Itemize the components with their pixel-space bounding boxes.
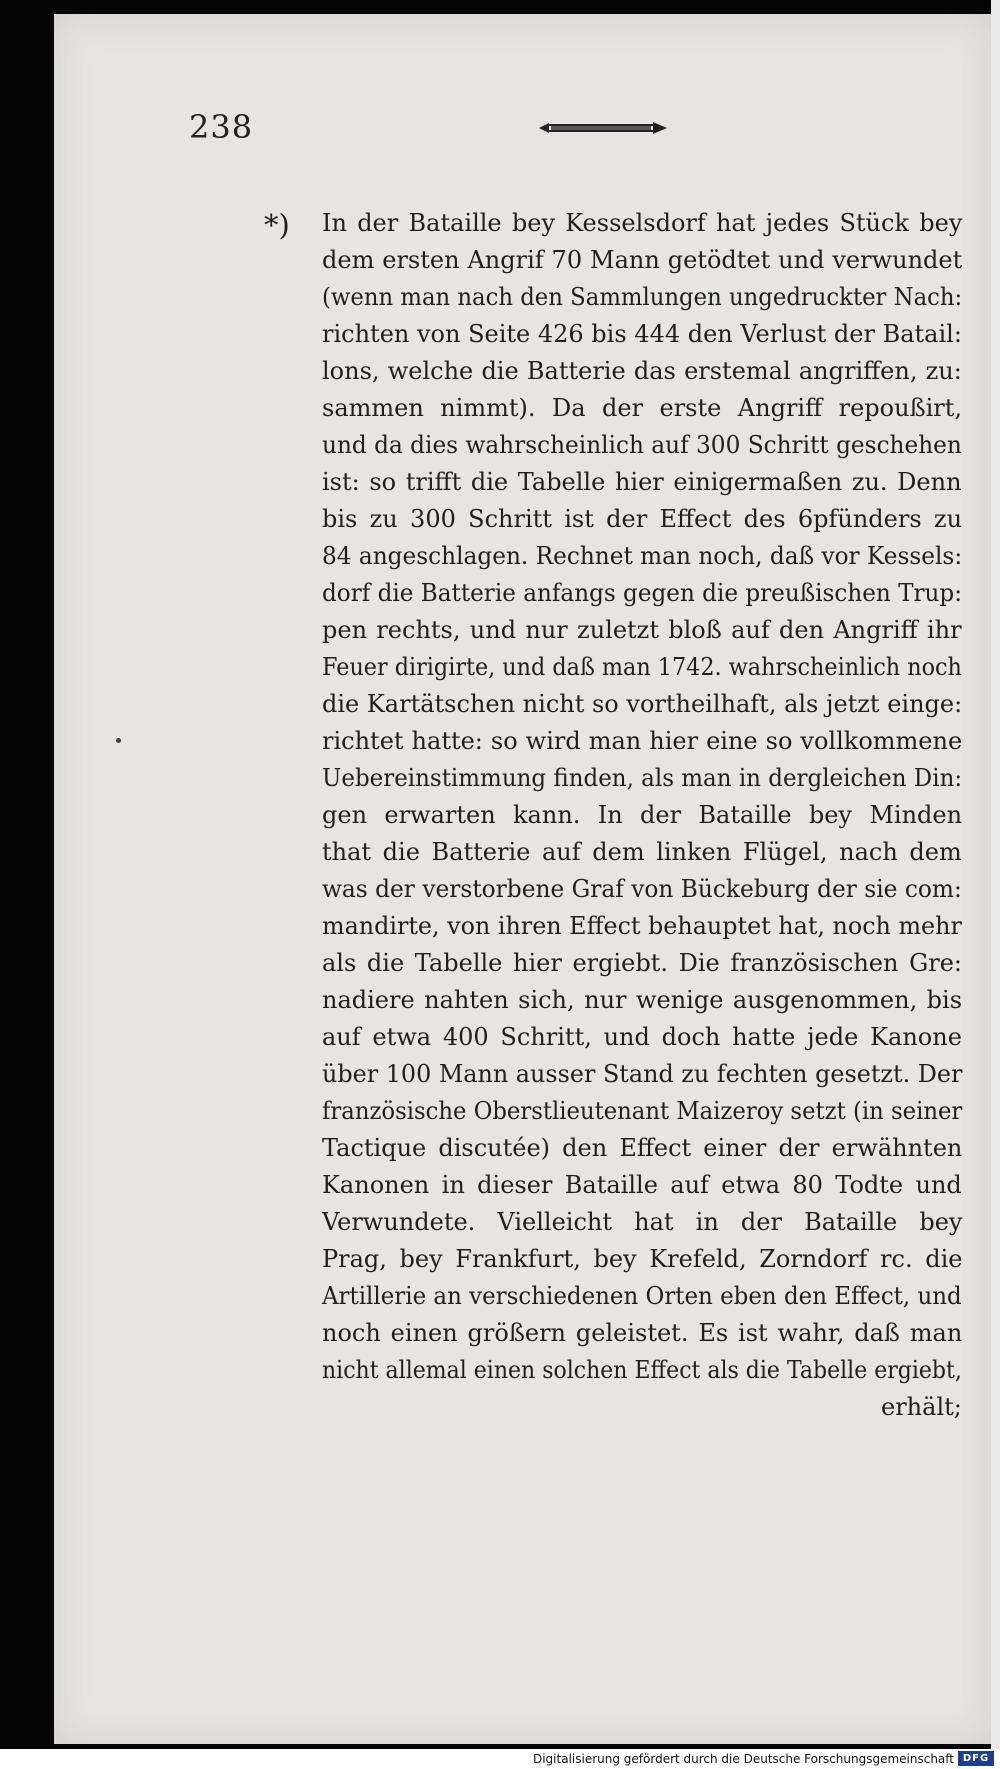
text-line: richtet hatte: so wird man hier eine so vollkommene (322, 727, 963, 755)
text-line: nadiere nahten sich, nur wenige ausgenommen, bis (322, 986, 963, 1014)
header-ornament-icon (537, 118, 669, 138)
text-line: In der Bataille bey Kesselsdorf hat jedes Stück bey (322, 209, 963, 237)
text-line: bis zu 300 Schritt ist der Effect des 6pfünders zu (322, 505, 963, 533)
catchword: erhält; (881, 1393, 962, 1421)
text-line: Feuer dirigirte, und daß man 1742. wahrscheinlich noch (322, 653, 962, 681)
text-line: sammen nimmt). Da der erste Angriff repoußirt, (322, 394, 963, 422)
text-line: dem ersten Angrif 70 Mann getödtet und verwundet (322, 246, 963, 274)
funding-credit: Digitalisierung gefördert durch die Deutsche Forschungsgemeinschaft (532, 1752, 954, 1766)
text-line: lons, welche die Batterie das erstemal angriffen, zu: (322, 357, 962, 385)
text-line: mandirte, von ihren Effect behauptet hat, noch mehr (322, 912, 962, 940)
text-line: was der verstorbene Graf von Bückeburg der sie com: (322, 875, 962, 903)
text-line: französische Oberstlieutenant Maizeroy setzt (in seiner (322, 1097, 963, 1125)
text-line: über 100 Mann ausser Stand zu fechten gesetzt. Der (322, 1060, 963, 1088)
text-line: Tactique discutée) den Effect einer der erwähnten (322, 1134, 963, 1162)
text-line: Artillerie an verschiedenen Orten eben den Effect, und (322, 1282, 962, 1310)
footnote-marker: *) (264, 208, 290, 242)
dfg-logo-icon: DFG (958, 1751, 994, 1766)
page-number: 238 (189, 108, 254, 146)
text-line: pen rechts, und nur zuletzt bloß auf den Angriff ihr (322, 616, 962, 644)
paper-spot (116, 738, 121, 743)
text-line: ist: so trifft die Tabelle hier einigermaßen zu. Denn (322, 468, 962, 496)
text-line: noch einen größern geleistet. Es ist wahr, daß man (322, 1319, 963, 1347)
text-line: auf etwa 400 Schritt, und doch hatte jede Kanone (322, 1023, 962, 1051)
text-line: Verwundete. Vielleicht hat in der Bataille bey (322, 1208, 963, 1236)
text-line: Prag, bey Frankfurt, bey Krefeld, Zorndorf rc. die (322, 1245, 963, 1273)
text-line: Uebereinstimmung finden, als man in dergleichen Din: (322, 764, 963, 792)
text-line: die Kartätschen nicht so vortheilhaft, als jetzt einge: (322, 690, 963, 718)
scan-edge-strip (991, 0, 1000, 1769)
text-line: nicht allemal einen solchen Effect als die Tabelle ergiebt, (322, 1356, 962, 1384)
text-line: Kanonen in dieser Bataille auf etwa 80 Todte und (322, 1171, 962, 1199)
text-line: richten von Seite 426 bis 444 den Verlust der Batail: (322, 320, 962, 348)
text-line: that die Batterie auf dem linken Flügel, nach dem (322, 838, 962, 866)
text-line: gen erwarten kann. In der Bataille bey Minden (322, 801, 963, 829)
text-line: und da dies wahrscheinlich auf 300 Schritt geschehen (322, 431, 962, 459)
text-line: dorf die Batterie anfangs gegen die preußischen Trup: (322, 579, 962, 607)
text-line: 84 angeschlagen. Rechnet man noch, daß vor Kessels: (322, 542, 963, 570)
text-line: als die Tabelle hier ergiebt. Die französischen Gre: (322, 949, 963, 977)
text-line: (wenn man nach den Sammlungen ungedruckter Nach: (322, 283, 963, 311)
